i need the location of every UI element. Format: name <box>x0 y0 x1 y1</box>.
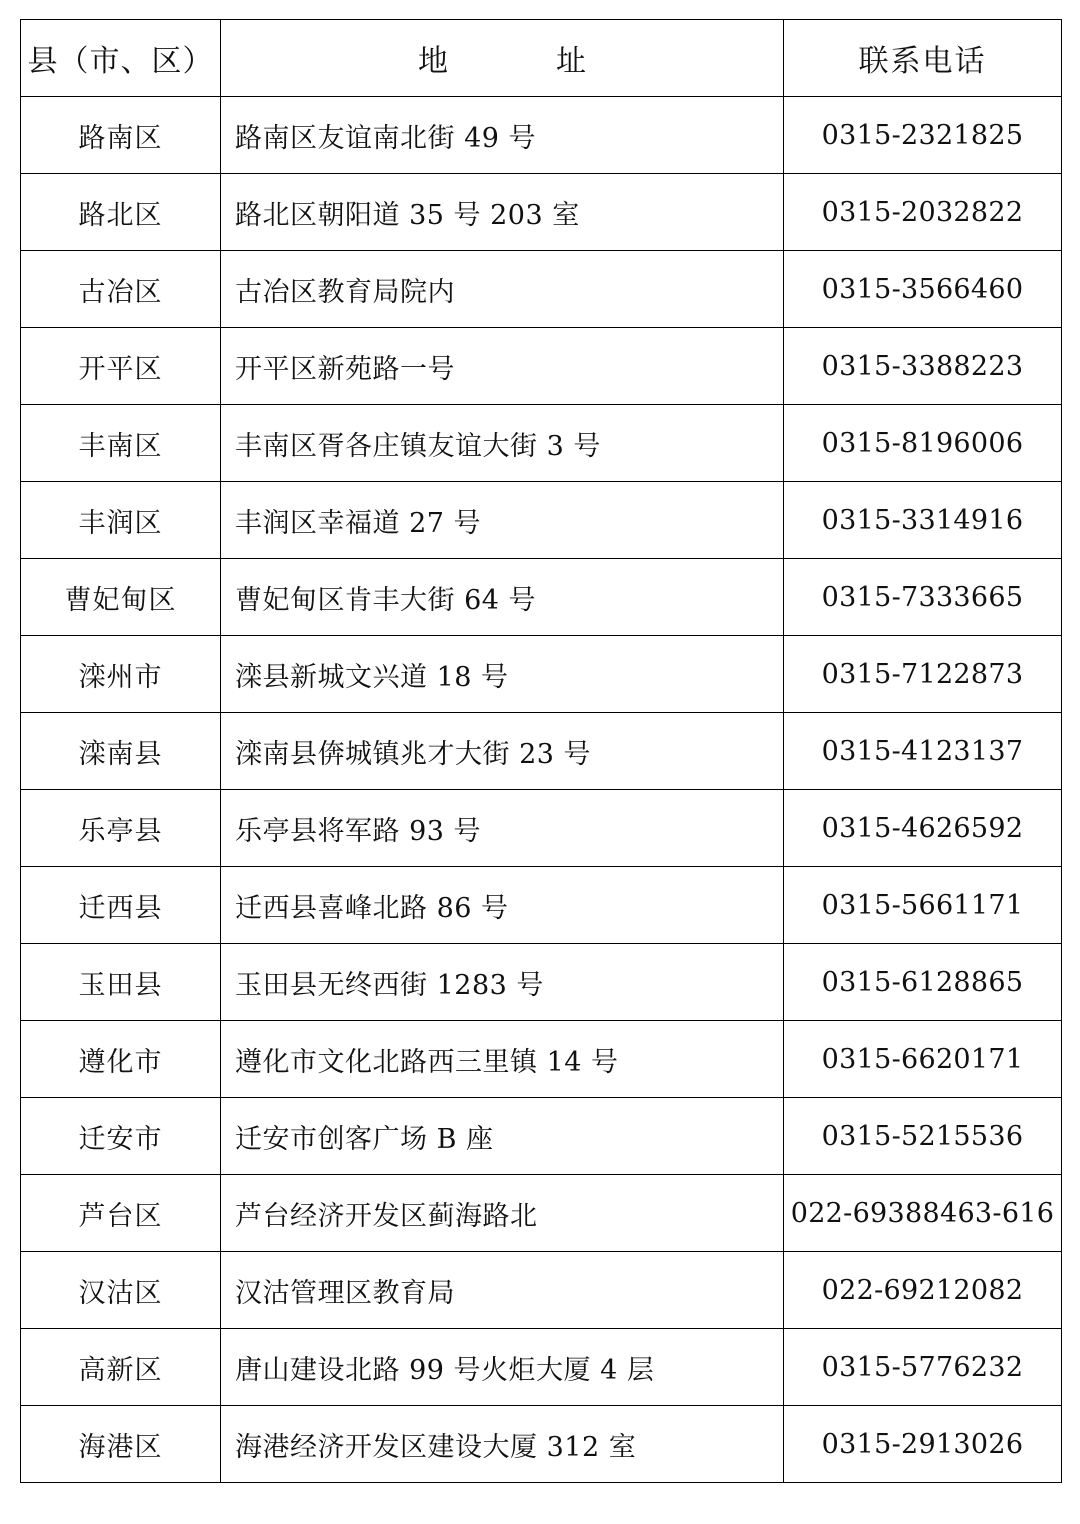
county-cell: 汉沽区 <box>21 1252 221 1329</box>
phone-cell: 0315-7122873 <box>784 636 1062 713</box>
table-header-row <box>21 20 1062 97</box>
phone-cell: 0315-6620171 <box>784 1021 1062 1098</box>
address-cell: 迁安市创客广场 B 座 <box>221 1098 784 1175</box>
county-cell: 开平区 <box>21 328 221 405</box>
phone-cell: 0315-5776232 <box>784 1329 1062 1406</box>
table-row <box>21 482 1062 559</box>
phone-cell: 0315-2032822 <box>784 174 1062 251</box>
phone-cell: 0315-2913026 <box>784 1406 1062 1483</box>
county-column-header: 县（市、区） <box>21 20 221 97</box>
county-cell: 迁西县 <box>21 867 221 944</box>
address-cell: 汉沽管理区教育局 <box>221 1252 784 1329</box>
address-cell: 芦台经济开发区蓟海路北 <box>221 1175 784 1252</box>
table-row <box>21 1021 1062 1098</box>
address-cell: 玉田县无终西街 1283 号 <box>221 944 784 1021</box>
phone-cell: 0315-3566460 <box>784 251 1062 328</box>
contact-table <box>20 19 1062 1483</box>
address-cell: 丰南区胥各庄镇友谊大街 3 号 <box>221 405 784 482</box>
phone-cell: 0315-5661171 <box>784 867 1062 944</box>
county-cell: 迁安市 <box>21 1098 221 1175</box>
county-cell: 丰润区 <box>21 482 221 559</box>
address-cell: 曹妃甸区肯丰大街 64 号 <box>221 559 784 636</box>
table-row <box>21 97 1062 174</box>
table-row <box>21 713 1062 790</box>
table-row <box>21 174 1062 251</box>
county-cell: 玉田县 <box>21 944 221 1021</box>
address-cell: 遵化市文化北路西三里镇 14 号 <box>221 1021 784 1098</box>
county-cell: 曹妃甸区 <box>21 559 221 636</box>
table-row <box>21 405 1062 482</box>
address-cell: 滦南县倴城镇兆才大街 23 号 <box>221 713 784 790</box>
county-cell: 路南区 <box>21 97 221 174</box>
address-cell: 路南区友谊南北街 49 号 <box>221 97 784 174</box>
phone-cell: 0315-2321825 <box>784 97 1062 174</box>
address-cell: 滦县新城文兴道 18 号 <box>221 636 784 713</box>
phone-cell: 0315-3314916 <box>784 482 1062 559</box>
table-row <box>21 1175 1062 1252</box>
table-row <box>21 1329 1062 1406</box>
address-cell: 开平区新苑路一号 <box>221 328 784 405</box>
county-cell: 滦南县 <box>21 713 221 790</box>
phone-cell: 022-69388463-616 <box>784 1175 1062 1252</box>
county-cell: 遵化市 <box>21 1021 221 1098</box>
address-column-header <box>221 20 784 97</box>
table-row <box>21 328 1062 405</box>
phone-column-header: 联系电话 <box>784 20 1062 97</box>
address-cell: 丰润区幸福道 27 号 <box>221 482 784 559</box>
county-cell: 乐亭县 <box>21 790 221 867</box>
phone-cell: 0315-4626592 <box>784 790 1062 867</box>
phone-cell: 0315-3388223 <box>784 328 1062 405</box>
table-row <box>21 790 1062 867</box>
county-cell: 高新区 <box>21 1329 221 1406</box>
county-cell: 芦台区 <box>21 1175 221 1252</box>
table-row <box>21 1252 1062 1329</box>
address-column-header-label: 地址 <box>418 44 694 79</box>
county-cell: 海港区 <box>21 1406 221 1483</box>
address-cell: 唐山建设北路 99 号火炬大厦 4 层 <box>221 1329 784 1406</box>
county-cell: 丰南区 <box>21 405 221 482</box>
phone-cell: 022-69212082 <box>784 1252 1062 1329</box>
phone-cell: 0315-7333665 <box>784 559 1062 636</box>
table-row <box>21 944 1062 1021</box>
phone-cell: 0315-4123137 <box>784 713 1062 790</box>
county-cell: 滦州市 <box>21 636 221 713</box>
phone-cell: 0315-6128865 <box>784 944 1062 1021</box>
address-cell: 古冶区教育局院内 <box>221 251 784 328</box>
table-row <box>21 636 1062 713</box>
address-cell: 迁西县喜峰北路 86 号 <box>221 867 784 944</box>
county-cell: 路北区 <box>21 174 221 251</box>
phone-cell: 0315-5215536 <box>784 1098 1062 1175</box>
table-row <box>21 559 1062 636</box>
phone-cell: 0315-8196006 <box>784 405 1062 482</box>
address-cell: 路北区朝阳道 35 号 203 室 <box>221 174 784 251</box>
table-row <box>21 1098 1062 1175</box>
contact-table-container <box>20 19 1061 1483</box>
table-row <box>21 1406 1062 1483</box>
table-row <box>21 867 1062 944</box>
table-row <box>21 251 1062 328</box>
address-cell: 海港经济开发区建设大厦 312 室 <box>221 1406 784 1483</box>
county-cell: 古冶区 <box>21 251 221 328</box>
address-cell: 乐亭县将军路 93 号 <box>221 790 784 867</box>
